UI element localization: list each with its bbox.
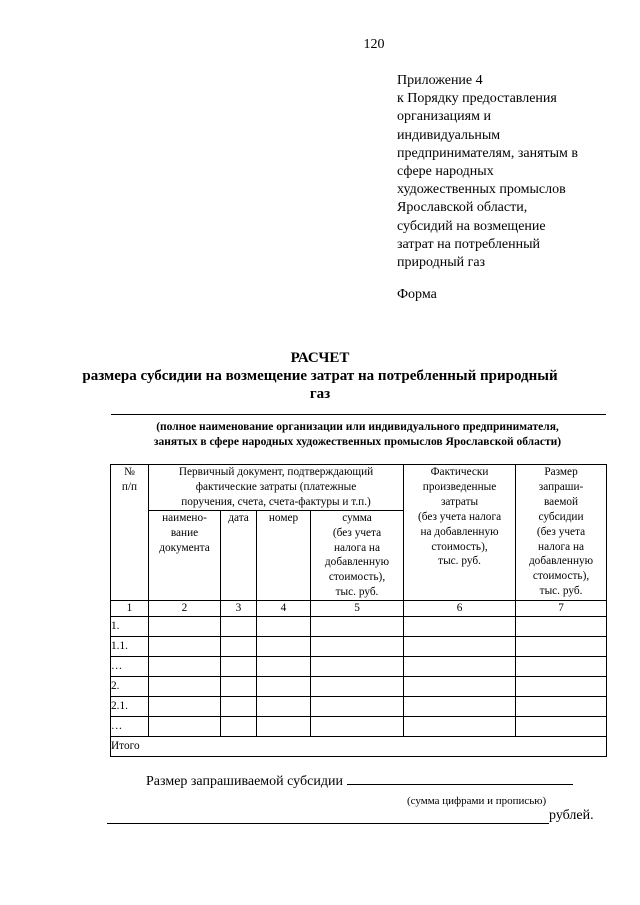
column-number: 1	[111, 601, 149, 617]
column-number: 6	[404, 601, 516, 617]
table-cell	[516, 717, 607, 737]
column-number: 3	[221, 601, 257, 617]
table-cell	[149, 637, 221, 657]
table-cell	[221, 677, 257, 697]
appendix-line: сфере народных	[397, 164, 494, 180]
table-cell	[404, 717, 516, 737]
table-cell	[221, 617, 257, 637]
appendix-line: к Порядку предоставления	[397, 91, 557, 107]
table-cell	[516, 617, 607, 637]
appendix-line: художественных промыслов	[397, 182, 566, 198]
row-number: 1.	[111, 617, 149, 637]
requested-subsidy-line	[146, 774, 573, 790]
table-cell	[149, 657, 221, 677]
page-number: 120	[363, 37, 385, 52]
requested-subsidy-label: Размер запрашиваемой субсидии	[146, 774, 343, 789]
table-cell	[257, 617, 311, 637]
row-number: …	[111, 717, 149, 737]
table-cell	[257, 637, 311, 657]
column-number: 2	[149, 601, 221, 617]
table-row	[111, 717, 607, 737]
column-number-row	[111, 601, 607, 617]
table-cell	[311, 617, 404, 637]
table-cell	[149, 677, 221, 697]
table-cell	[404, 637, 516, 657]
rubles-label: рублей.	[549, 808, 594, 823]
table-cell	[257, 677, 311, 697]
appendix-line: субсидий на возмещение	[397, 218, 546, 234]
header-row-top	[111, 465, 607, 511]
table-cell	[221, 717, 257, 737]
appendix-line: Приложение 4	[397, 73, 483, 88]
table-cell	[404, 657, 516, 677]
org-caption-line-1: (полное наименование организации или индивидуального предпринимателя,	[156, 421, 559, 433]
table-row	[111, 637, 607, 657]
title-line-2: газ	[309, 386, 331, 402]
header-requested-subsidy: Размер запраши- ваемой субсидии (без учета налога на добавленную стоимость), тыс. руб.	[516, 465, 607, 601]
appendix-line: организациям и	[397, 109, 491, 125]
sum-in-words-blank	[107, 823, 549, 824]
appendix-line: индивидуальным	[397, 127, 501, 143]
column-number: 4	[257, 601, 311, 617]
appendix-line: природный газ	[397, 255, 486, 271]
table-cell	[311, 657, 404, 677]
header-document-name: наимено- вание документа	[149, 510, 221, 600]
total-label: Итого	[111, 737, 607, 757]
header-date: дата	[221, 510, 257, 600]
table-cell	[516, 657, 607, 677]
header-primary-document: Первичный документ, подтверждающий фактические затраты (платежные поручения, счета, счета-фактуры и т.п.)	[149, 465, 404, 511]
table-cell	[311, 717, 404, 737]
title-heading: РАСЧЕТ	[290, 350, 350, 366]
table-cell	[404, 677, 516, 697]
header-number: номер	[257, 510, 311, 600]
org-caption-line-2: занятых в сфере народных художественных промыслов Ярославской области)	[153, 436, 562, 448]
table-cell	[149, 617, 221, 637]
column-number: 7	[516, 601, 607, 617]
appendix-line: затрат на потребленный	[397, 236, 541, 252]
calculation-table	[110, 464, 607, 757]
table-cell	[257, 657, 311, 677]
table-row	[111, 697, 607, 717]
organization-name-line	[111, 414, 606, 415]
header-sum: сумма (без учета налога на добавленную стоимость), тыс. руб.	[311, 510, 404, 600]
table-row	[111, 617, 607, 637]
header-actual-costs: Фактически произведенные затраты (без учета налога на добавленную стоимость), тыс. руб.	[404, 465, 516, 601]
document-title	[0, 349, 640, 403]
table-cell	[311, 697, 404, 717]
table-cell	[221, 697, 257, 717]
appendix-line: предпринимателям, занятым в	[397, 145, 579, 161]
table-row	[111, 677, 607, 697]
table-cell	[516, 677, 607, 697]
appendix-block	[397, 72, 617, 304]
table-cell	[516, 637, 607, 657]
row-number: …	[111, 657, 149, 677]
column-number: 5	[311, 601, 404, 617]
organization-caption	[100, 420, 615, 450]
table-row	[111, 657, 607, 677]
table-cell	[516, 697, 607, 717]
title-line-1: размера субсидии на возмещение затрат на потребленный природный	[82, 368, 558, 384]
table-cell	[311, 677, 404, 697]
form-label: Форма	[397, 287, 437, 303]
table-cell	[257, 717, 311, 737]
table-cell	[404, 617, 516, 637]
table-cell	[311, 637, 404, 657]
row-number: 2.1.	[111, 697, 149, 717]
table-cell	[404, 697, 516, 717]
sum-caption: (сумма цифрами и прописью)	[407, 795, 547, 807]
requested-subsidy-blank	[347, 784, 573, 785]
table-cell	[221, 637, 257, 657]
header-no: № п/п	[111, 465, 149, 601]
row-number: 1.1.	[111, 637, 149, 657]
total-row	[111, 737, 607, 757]
row-number: 2.	[111, 677, 149, 697]
table-cell	[221, 657, 257, 677]
table-cell	[257, 697, 311, 717]
table-cell	[149, 717, 221, 737]
appendix-line: Ярославской области,	[397, 200, 528, 216]
table-cell	[149, 697, 221, 717]
